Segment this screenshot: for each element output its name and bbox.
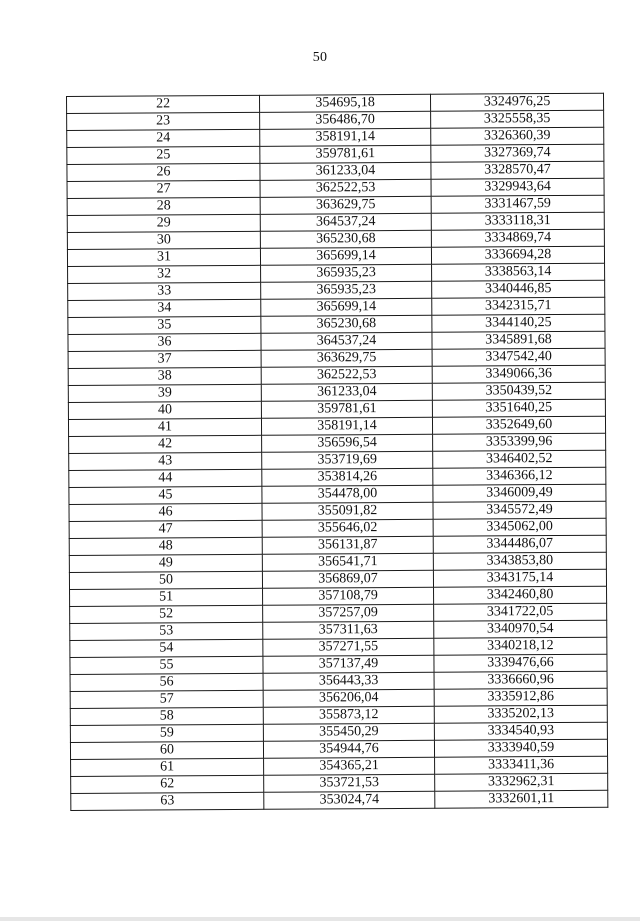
y-coordinate-cell: 3335202,13 [434, 705, 607, 723]
x-coordinate-cell: 364537,24 [260, 213, 431, 231]
point-number-cell: 56 [70, 673, 263, 691]
point-number-cell: 37 [68, 350, 261, 368]
point-number-cell: 53 [70, 622, 263, 640]
x-coordinate-cell: 353719,69 [262, 451, 433, 469]
x-coordinate-cell: 355873,12 [263, 706, 434, 724]
x-coordinate-cell: 356131,87 [262, 536, 433, 554]
y-coordinate-cell: 3344486,07 [433, 535, 606, 553]
y-coordinate-cell: 3338563,14 [432, 263, 605, 281]
table-row [71, 790, 608, 810]
point-number-cell: 58 [70, 707, 263, 725]
x-coordinate-cell: 362522,53 [261, 366, 432, 384]
y-coordinate-cell: 3332601,11 [435, 790, 608, 808]
x-coordinate-cell: 365935,23 [261, 281, 432, 299]
point-number-cell: 45 [69, 486, 262, 504]
point-number-cell: 36 [68, 333, 261, 351]
x-coordinate-cell: 357108,79 [263, 587, 434, 605]
x-coordinate-cell: 356541,71 [262, 553, 433, 571]
point-number-cell: 28 [67, 197, 260, 215]
y-coordinate-cell: 3342460,80 [434, 586, 607, 604]
point-number-cell: 35 [68, 316, 261, 334]
point-number-cell: 41 [68, 418, 261, 436]
y-coordinate-cell: 3343853,80 [433, 552, 606, 570]
x-coordinate-cell: 356206,04 [263, 689, 434, 707]
point-number-cell: 24 [67, 129, 260, 147]
point-number-cell: 51 [70, 588, 263, 606]
point-number-cell: 30 [67, 231, 260, 249]
x-coordinate-cell: 356486,70 [260, 111, 431, 129]
y-coordinate-cell: 3353399,96 [433, 433, 606, 451]
x-coordinate-cell: 355450,29 [263, 723, 434, 741]
y-coordinate-cell: 3345891,68 [432, 331, 605, 349]
point-number-cell: 47 [69, 520, 262, 538]
point-number-cell: 38 [68, 367, 261, 385]
x-coordinate-cell: 355091,82 [262, 502, 433, 520]
point-number-cell: 31 [67, 248, 260, 266]
y-coordinate-cell: 3339476,66 [434, 654, 607, 672]
x-coordinate-cell: 354365,21 [264, 757, 435, 775]
point-number-cell: 39 [68, 384, 261, 402]
x-coordinate-cell: 365699,14 [261, 298, 432, 316]
x-coordinate-cell: 359781,61 [260, 145, 431, 163]
y-coordinate-cell: 3327369,74 [431, 144, 604, 162]
point-number-cell: 48 [69, 537, 262, 555]
point-number-cell: 32 [68, 265, 261, 283]
x-coordinate-cell: 363629,75 [260, 196, 431, 214]
x-coordinate-cell: 357137,49 [263, 655, 434, 673]
y-coordinate-cell: 3332962,31 [435, 773, 608, 791]
x-coordinate-cell: 353024,74 [264, 791, 435, 809]
point-number-cell: 25 [67, 146, 260, 164]
page-bottom-edge [0, 917, 640, 921]
y-coordinate-cell: 3351640,25 [432, 399, 605, 417]
point-number-cell: 43 [69, 452, 262, 470]
y-coordinate-cell: 3336660,96 [434, 671, 607, 689]
y-coordinate-cell: 3328570,47 [431, 161, 604, 179]
y-coordinate-cell: 3329943,64 [431, 178, 604, 196]
x-coordinate-cell: 362522,53 [260, 179, 431, 197]
y-coordinate-cell: 3331467,59 [431, 195, 604, 213]
y-coordinate-cell: 3334869,74 [431, 229, 604, 247]
y-coordinate-cell: 3336694,28 [431, 246, 604, 264]
x-coordinate-cell: 365230,68 [260, 230, 431, 248]
x-coordinate-cell: 363629,75 [261, 349, 432, 367]
y-coordinate-cell: 3341722,05 [434, 603, 607, 621]
point-number-cell: 62 [71, 775, 264, 793]
y-coordinate-cell: 3342315,71 [432, 297, 605, 315]
point-number-cell: 23 [67, 112, 260, 130]
x-coordinate-cell: 355646,02 [262, 519, 433, 537]
page-number: 50 [312, 50, 328, 65]
point-number-cell: 55 [70, 656, 263, 674]
point-number-cell: 59 [70, 724, 263, 742]
x-coordinate-cell: 358191,14 [261, 417, 432, 435]
coordinates-table [66, 93, 608, 811]
y-coordinate-cell: 3343175,14 [433, 569, 606, 587]
x-coordinate-cell: 365935,23 [261, 264, 432, 282]
x-coordinate-cell: 364537,24 [261, 332, 432, 350]
point-number-cell: 46 [69, 503, 262, 521]
x-coordinate-cell: 361233,04 [261, 383, 432, 401]
coordinates-table-body [67, 93, 608, 810]
y-coordinate-cell: 3333118,31 [431, 212, 604, 230]
y-coordinate-cell: 3347542,40 [432, 348, 605, 366]
x-coordinate-cell: 353721,53 [264, 774, 435, 792]
x-coordinate-cell: 354944,76 [263, 740, 434, 758]
x-coordinate-cell: 356443,33 [263, 672, 434, 690]
x-coordinate-cell: 357257,09 [263, 604, 434, 622]
y-coordinate-cell: 3333940,59 [434, 739, 607, 757]
y-coordinate-cell: 3326360,39 [431, 127, 604, 145]
x-coordinate-cell: 357271,55 [263, 638, 434, 656]
point-number-cell: 52 [70, 605, 263, 623]
x-coordinate-cell: 354695,18 [259, 94, 430, 112]
y-coordinate-cell: 3349066,36 [432, 365, 605, 383]
y-coordinate-cell: 3352649,60 [432, 416, 605, 434]
y-coordinate-cell: 3345572,49 [433, 501, 606, 519]
point-number-cell: 54 [70, 639, 263, 657]
y-coordinate-cell: 3344140,25 [432, 314, 605, 332]
x-coordinate-cell: 356596,54 [262, 434, 433, 452]
point-number-cell: 44 [69, 469, 262, 487]
y-coordinate-cell: 3325558,35 [431, 110, 604, 128]
y-coordinate-cell: 3345062,00 [433, 518, 606, 536]
point-number-cell: 26 [67, 163, 260, 181]
x-coordinate-cell: 361233,04 [260, 162, 431, 180]
y-coordinate-cell: 3346402,52 [433, 450, 606, 468]
point-number-cell: 49 [69, 554, 262, 572]
x-coordinate-cell: 365699,14 [260, 247, 431, 265]
y-coordinate-cell: 3346366,12 [433, 467, 606, 485]
point-number-cell: 61 [71, 758, 264, 776]
point-number-cell: 57 [70, 690, 263, 708]
x-coordinate-cell: 354478,00 [262, 485, 433, 503]
point-number-cell: 33 [68, 282, 261, 300]
point-number-cell: 34 [68, 299, 261, 317]
x-coordinate-cell: 356869,07 [262, 570, 433, 588]
y-coordinate-cell: 3340446,85 [432, 280, 605, 298]
y-coordinate-cell: 3340970,54 [434, 620, 607, 638]
point-number-cell: 50 [69, 571, 262, 589]
x-coordinate-cell: 365230,68 [261, 315, 432, 333]
y-coordinate-cell: 3335912,86 [434, 688, 607, 706]
x-coordinate-cell: 359781,61 [261, 400, 432, 418]
y-coordinate-cell: 3346009,49 [433, 484, 606, 502]
point-number-cell: 29 [67, 214, 260, 232]
point-number-cell: 63 [71, 792, 264, 810]
point-number-cell: 27 [67, 180, 260, 198]
point-number-cell: 40 [68, 401, 261, 419]
y-coordinate-cell: 3333411,36 [435, 756, 608, 774]
x-coordinate-cell: 357311,63 [263, 621, 434, 639]
y-coordinate-cell: 3334540,93 [434, 722, 607, 740]
x-coordinate-cell: 353814,26 [262, 468, 433, 486]
y-coordinate-cell: 3350439,52 [432, 382, 605, 400]
y-coordinate-cell: 3340218,12 [434, 637, 607, 655]
point-number-cell: 60 [70, 741, 263, 759]
y-coordinate-cell: 3324976,25 [430, 93, 603, 111]
x-coordinate-cell: 358191,14 [260, 128, 431, 146]
point-number-cell: 42 [69, 435, 262, 453]
point-number-cell: 22 [67, 95, 260, 113]
